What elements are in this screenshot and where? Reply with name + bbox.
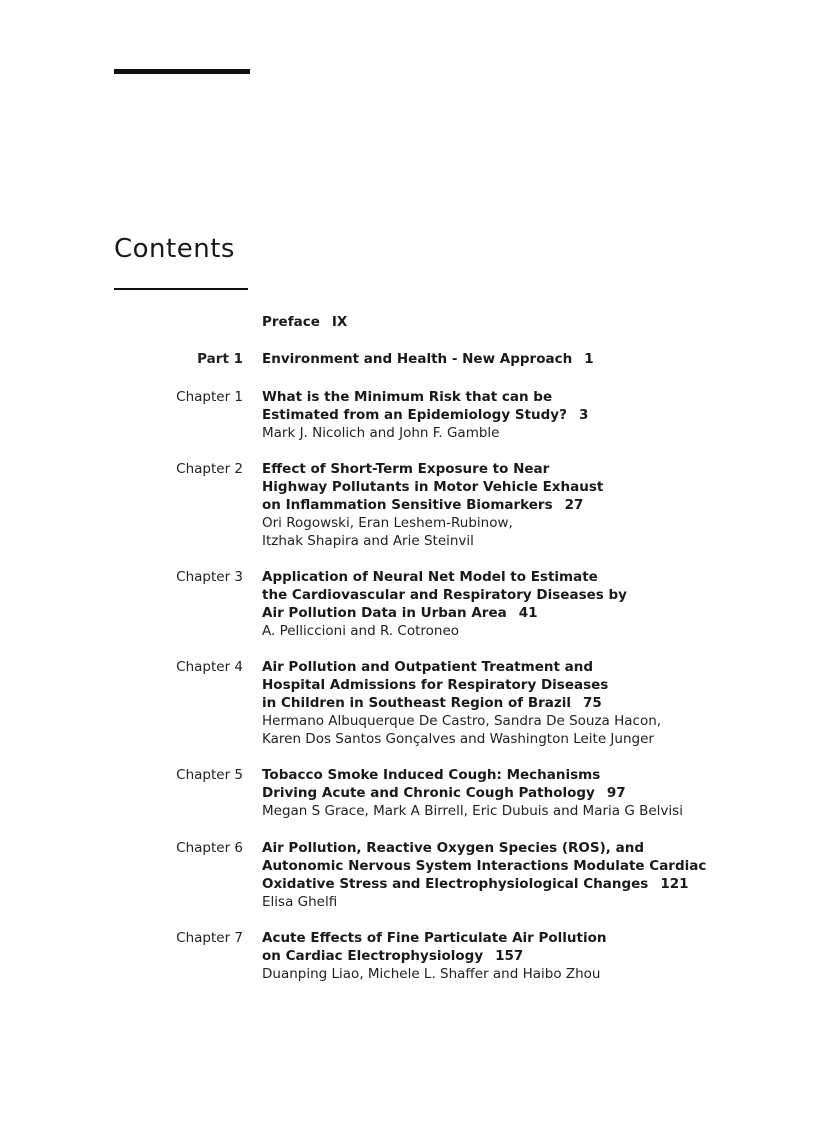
chapter-label: Chapter 2	[176, 461, 243, 477]
chapter-label: Chapter 4	[176, 659, 243, 675]
entry-authors: Mark J. Nicolich and John F. Gamble	[262, 425, 500, 441]
chapter-label: Chapter 6	[176, 840, 243, 856]
page-number: 1	[584, 351, 594, 367]
entry-title-line: Hospital Admissions for Respiratory Diseases	[262, 677, 609, 693]
entry-title-line: on Inflammation Sensitive Biomarkers 27	[262, 497, 584, 513]
entry-authors: Elisa Ghelfi	[262, 894, 338, 910]
entry-authors: Duanping Liao, Michele L. Shaffer and Haibo Zhou	[262, 966, 601, 982]
entry-title-line: on Cardiac Electrophysiology 157	[262, 948, 524, 964]
entry-authors: Megan S Grace, Mark A Birrell, Eric Dubuis and Maria G Belvisi	[262, 803, 683, 819]
entry-authors: Hermano Albuquerque De Castro, Sandra De Souza Hacon,	[262, 713, 662, 729]
entry-title-line: Autonomic Nervous System Interactions Modulate Cardiac	[262, 858, 707, 874]
page-number: IX	[331, 314, 348, 330]
page-number: 75	[583, 695, 602, 711]
entry-title-line: Preface IX	[262, 314, 348, 330]
entry-title-line: in Children in Southeast Region of Brazil 75	[262, 695, 602, 711]
chapter-label: Chapter 7	[176, 930, 243, 946]
entry-title-line: Driving Acute and Chronic Cough Pathology 97	[262, 785, 626, 801]
entry-title-line: Acute Effects of Fine Particulate Air Pollution	[262, 930, 607, 946]
page-number: 3	[578, 407, 589, 423]
chapter-label: Chapter 5	[176, 767, 243, 783]
entry-title-line: Air Pollution and Outpatient Treatment and	[262, 659, 594, 675]
entry-title-line: Effect of Short-Term Exposure to Near	[262, 461, 550, 477]
entry-title-line: Highway Pollutants in Motor Vehicle Exhaust	[262, 479, 604, 495]
page-number: 157	[495, 948, 524, 964]
entry-authors: Karen Dos Santos Gonçalves and Washington Leite Junger	[262, 731, 654, 747]
entry-authors: Itzhak Shapira and Arie Steinvil	[262, 533, 474, 549]
chapter-label: Chapter 1	[176, 389, 243, 405]
page-title: Contents	[114, 234, 235, 264]
page-number: 97	[606, 785, 626, 801]
top-rule	[114, 69, 250, 74]
entry-title-line: Air Pollution Data in Urban Area 41	[262, 605, 538, 621]
page-number: 41	[518, 605, 538, 621]
entry-title-line: Oxidative Stress and Electrophysiological Changes 121	[262, 876, 689, 892]
entry-title-line: What is the Minimum Risk that can be	[262, 389, 553, 405]
entry-authors: Ori Rogowski, Eran Leshem-Rubinow,	[262, 515, 513, 531]
entry-title-line: the Cardiovascular and Respiratory Diseases by	[262, 587, 627, 603]
entry-title-line: Air Pollution, Reactive Oxygen Species (ROS), and	[262, 840, 644, 856]
entry-title-line: Application of Neural Net Model to Estimate	[262, 569, 598, 585]
entry-title-line: Environment and Health - New Approach 1	[262, 351, 594, 367]
page-number: 27	[564, 497, 584, 513]
title-rule	[114, 288, 248, 290]
page-number: 121	[660, 876, 689, 892]
part-label: Part 1	[197, 351, 243, 367]
entry-title-line: Estimated from an Epidemiology Study? 3	[262, 407, 589, 423]
chapter-label: Chapter 3	[176, 569, 243, 585]
entry-title-line: Tobacco Smoke Induced Cough: Mechanisms	[262, 767, 601, 783]
entry-authors: A. Pelliccioni and R. Cotroneo	[262, 623, 460, 639]
